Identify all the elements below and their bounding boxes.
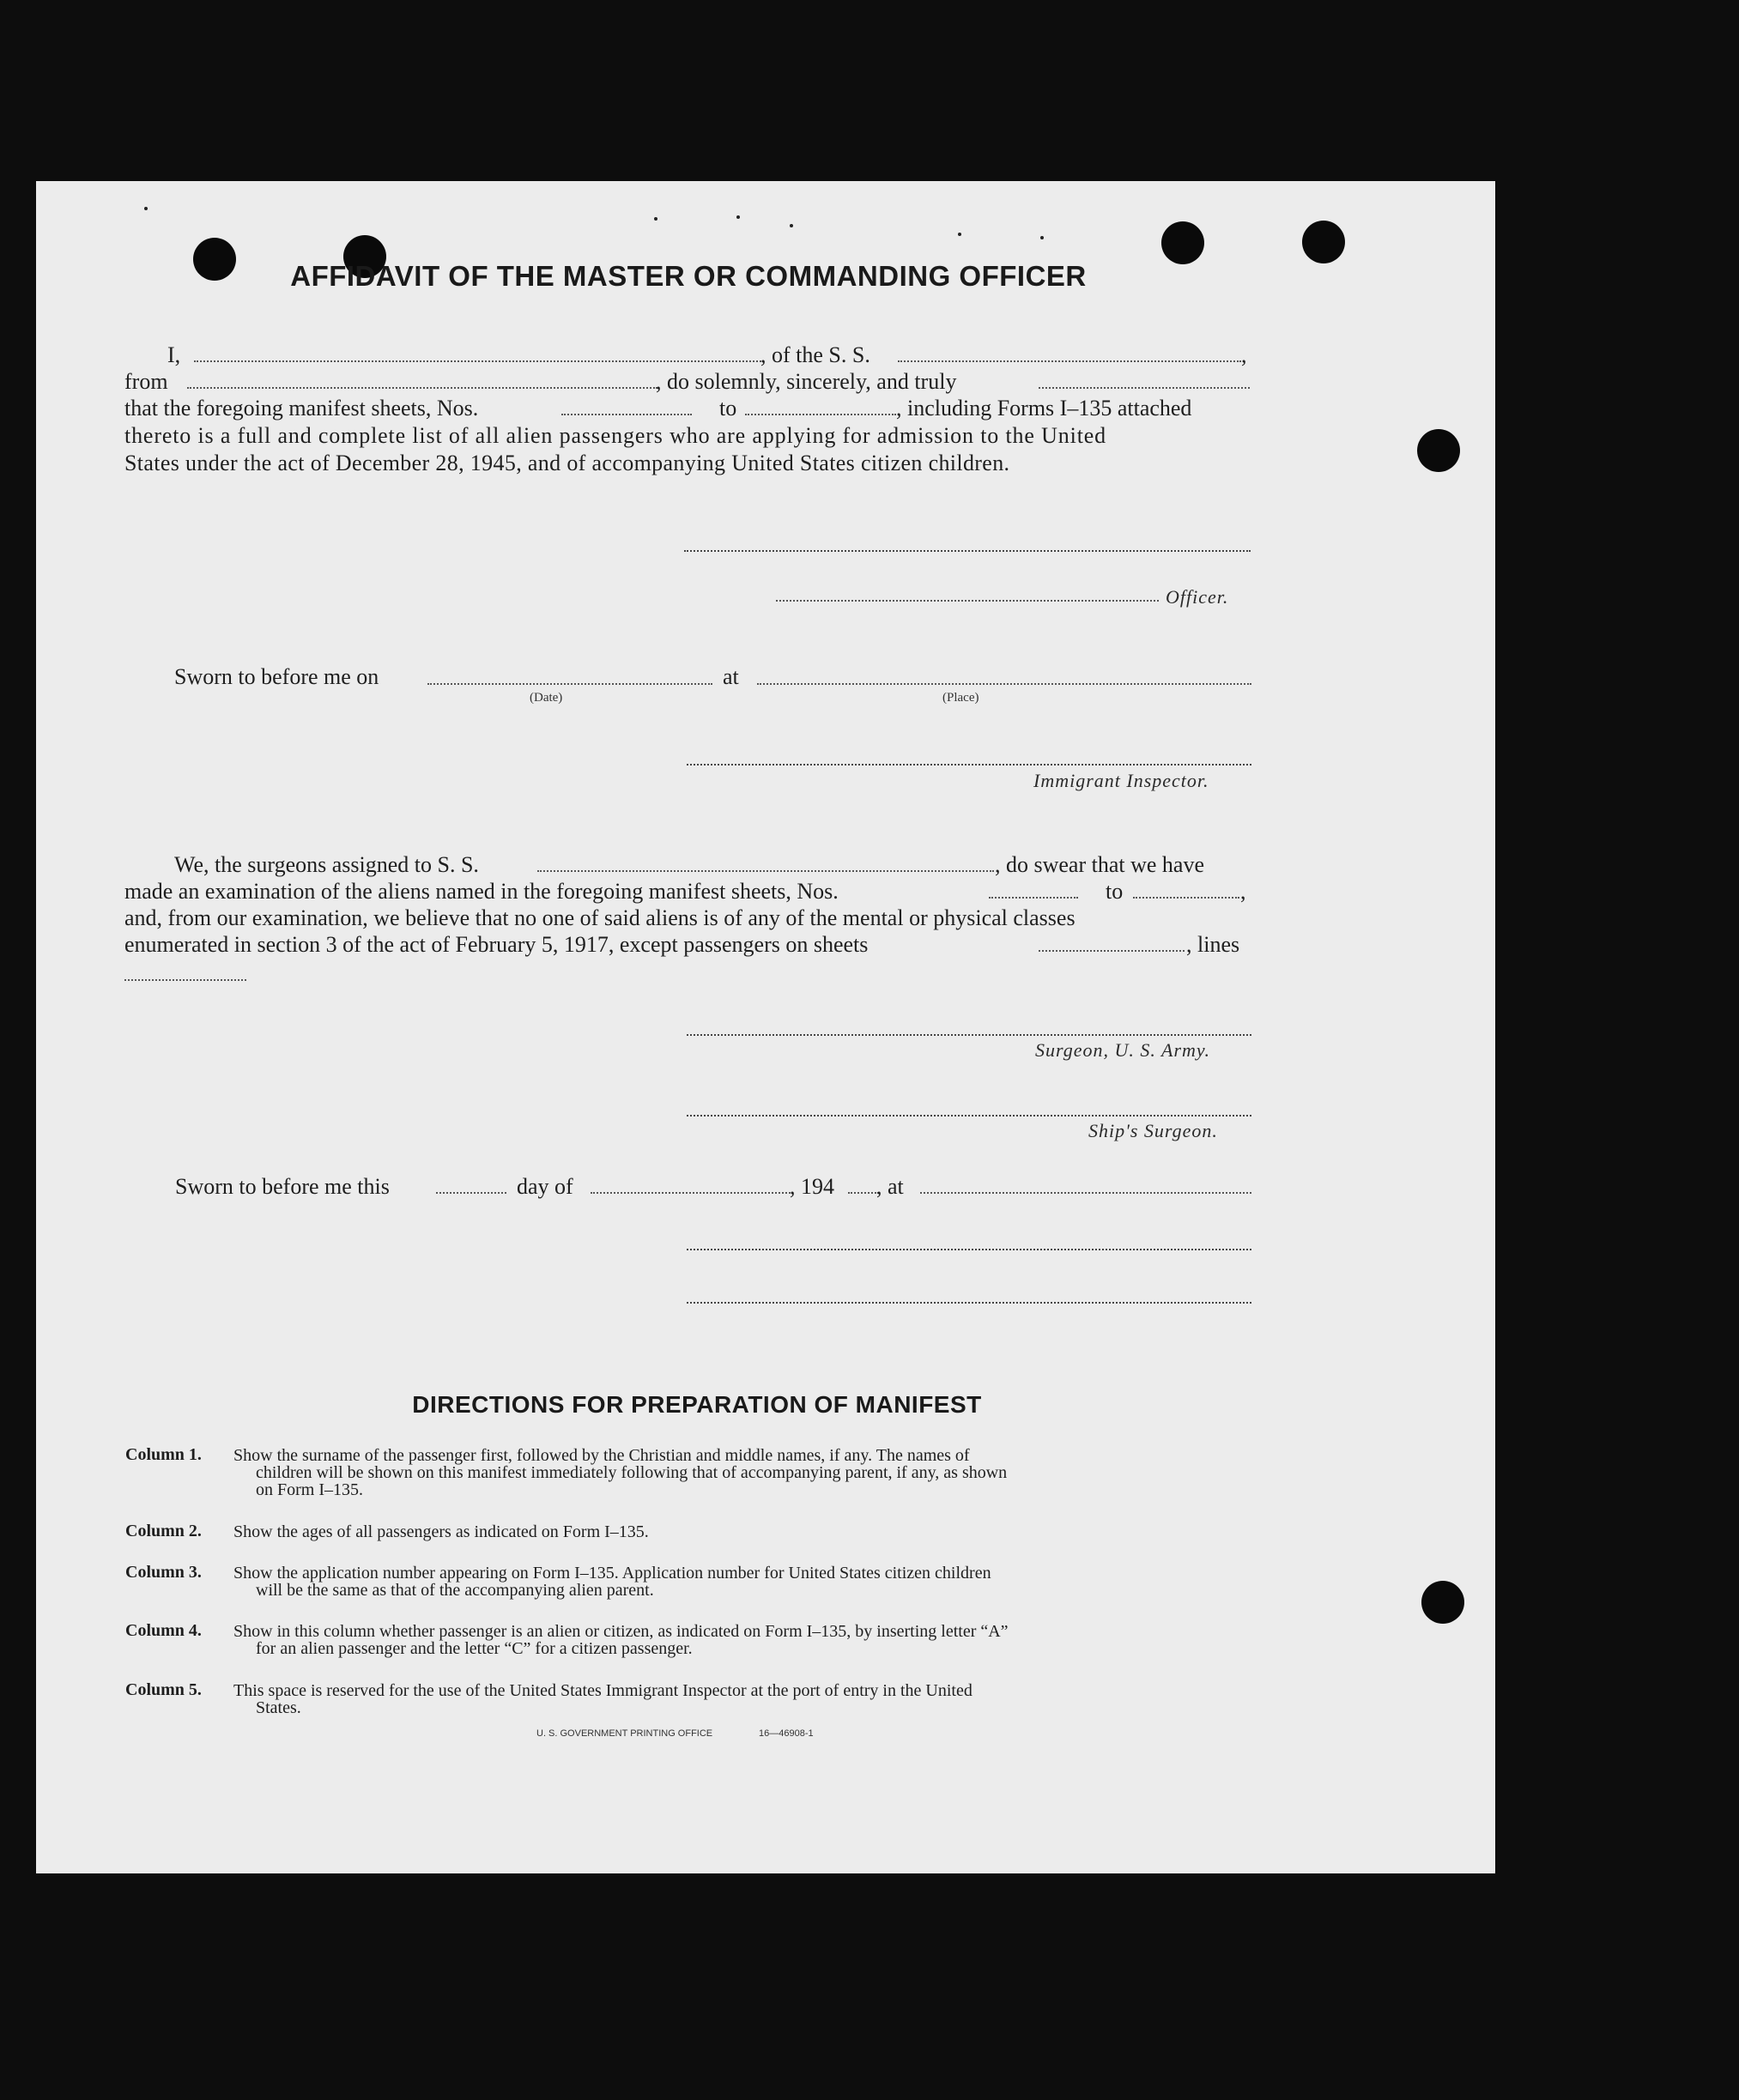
surgeons-sheets-field[interactable] xyxy=(1039,950,1185,952)
affidavit-line2-field[interactable] xyxy=(1039,387,1250,389)
column-text-line: States. xyxy=(256,1698,301,1717)
affidavit-solemnly-text: , do solemnly, sincerely, and truly xyxy=(656,369,957,394)
surgeons-lines-field[interactable] xyxy=(124,979,246,981)
surgeons-line2: made an examination of the aliens named in the foregoing manifest sheets, Nos. xyxy=(124,879,839,904)
master-signature-line[interactable] xyxy=(684,550,1251,552)
punch-hole xyxy=(1161,221,1204,264)
officer-caption: Officer. xyxy=(1166,586,1229,608)
affidavit-line5: States under the act of December 28, 1945, and of accompanying United States citizen children. xyxy=(124,451,1010,475)
affidavit-to-label: to xyxy=(719,396,737,421)
column-label: Column 3. xyxy=(125,1563,202,1582)
speck xyxy=(736,215,740,219)
surgeons-to-label: to xyxy=(1106,879,1124,904)
printer-imprint: U. S. GOVERNMENT PRINTING OFFICE xyxy=(536,1728,713,1739)
sworn-year-label: , 194 xyxy=(790,1174,834,1199)
speck xyxy=(958,233,961,236)
punch-hole xyxy=(1302,221,1345,263)
surgeons-sheet-to-field[interactable] xyxy=(1133,897,1239,899)
column-text xyxy=(233,1523,1255,1540)
affidavit-of-ss-label: , of the S. S. xyxy=(760,342,870,367)
inspector-signature-line[interactable] xyxy=(687,764,1251,766)
column-text xyxy=(233,1623,1255,1657)
surgeons-ship-field[interactable] xyxy=(537,870,994,872)
speck xyxy=(790,224,793,227)
column-text-line: Show the application number appearing on Form I–135. Application number for United States citizen children xyxy=(233,1564,991,1583)
affidavit-line4: thereto is a full and complete list of all alien passengers who are applying for admission to the United xyxy=(124,423,1107,448)
column-text-line: Show the surname of the passenger first, followed by the Christian and middle names, if any. The names of xyxy=(233,1446,970,1465)
sworn-at-label: at xyxy=(723,664,739,689)
directions-title: DIRECTIONS FOR PREPARATION OF MANIFEST xyxy=(412,1391,982,1418)
punch-hole xyxy=(1421,1581,1464,1624)
sworn2-signature-line-1[interactable] xyxy=(687,1249,1251,1250)
column-label: Column 1. xyxy=(125,1445,202,1464)
sworn-month-field[interactable] xyxy=(591,1192,793,1194)
sworn-day-of-label: day of xyxy=(517,1174,573,1199)
sworn-place-field[interactable] xyxy=(757,683,1251,685)
punch-hole xyxy=(1417,429,1460,472)
column-text xyxy=(233,1682,1255,1716)
sworn-at2-label: , at xyxy=(876,1174,904,1199)
date-caption: (Date) xyxy=(530,691,563,705)
page-title: AFFIDAVIT OF THE MASTER OR COMMANDING OFFICER xyxy=(290,260,1087,292)
officer-signature-line[interactable] xyxy=(776,600,1159,602)
column-text-line: This space is reserved for the use of the United States Immigrant Inspector at the port of entry in the United xyxy=(233,1681,973,1700)
sworn-day-field[interactable] xyxy=(436,1192,506,1194)
place-caption: (Place) xyxy=(942,691,979,705)
speck xyxy=(1040,236,1044,239)
inspector-caption: Immigrant Inspector. xyxy=(1033,770,1209,791)
affidavit-i-label: I, xyxy=(167,342,181,367)
column-text xyxy=(233,1447,1255,1498)
column-text xyxy=(233,1564,1255,1599)
surgeons-line3: and, from our examination, we believe that no one of said aliens is of any of the mental or physical classes xyxy=(124,905,1076,930)
affidavit-forms-text: , including Forms I–135 attached xyxy=(896,396,1192,421)
ship-surgeon-caption: Ship's Surgeon. xyxy=(1088,1120,1218,1141)
sworn-date-field[interactable] xyxy=(427,683,712,685)
column-text-line: will be the same as that of the accompanying alien parent. xyxy=(256,1581,654,1600)
column-text-line: on Form I–135. xyxy=(256,1480,363,1499)
affidavit-sheets-text: that the foregoing manifest sheets, Nos. xyxy=(124,396,479,421)
surgeons-line4: enumerated in section 3 of the act of February 5, 1917, except passengers on sheets xyxy=(124,932,869,957)
column-text-line: Show the ages of all passengers as indicated on Form I–135. xyxy=(233,1522,649,1541)
port-from-field[interactable] xyxy=(187,387,657,389)
sworn-this-label: Sworn to before me this xyxy=(175,1174,390,1199)
form-sheet xyxy=(36,181,1495,1873)
affidavit-comma: , xyxy=(1241,342,1247,367)
column-label: Column 2. xyxy=(125,1522,202,1540)
surgeons-lines-label: , lines xyxy=(1186,932,1240,957)
column-text-line: children will be shown on this manifest immediately following that of accompanying parent, if any, as shown xyxy=(256,1463,1008,1482)
speck xyxy=(654,217,657,221)
affidavit-from-label: from xyxy=(124,369,168,394)
surgeons-swear-text: , do swear that we have xyxy=(995,852,1205,877)
surgeons-sheet-from-field[interactable] xyxy=(989,897,1078,899)
speck xyxy=(144,207,148,210)
column-label: Column 5. xyxy=(125,1680,202,1699)
column-label: Column 4. xyxy=(125,1621,202,1640)
sworn-place2-field[interactable] xyxy=(920,1192,1251,1194)
sworn-before-label: Sworn to before me on xyxy=(174,664,379,689)
sheet-from-field[interactable] xyxy=(561,414,692,415)
army-surgeon-caption: Surgeon, U. S. Army. xyxy=(1035,1039,1210,1061)
army-surgeon-signature-line[interactable] xyxy=(687,1034,1251,1036)
surgeons-intro: We, the surgeons assigned to S. S. xyxy=(174,852,479,877)
surgeons-comma: , xyxy=(1240,879,1246,904)
master-name-field[interactable] xyxy=(194,360,764,362)
form-code: 16—46908-1 xyxy=(759,1728,814,1739)
ship-surgeon-signature-line[interactable] xyxy=(687,1115,1251,1117)
column-text-line: for an alien passenger and the letter “C” for a citizen passenger. xyxy=(256,1639,693,1658)
sworn2-signature-line-2[interactable] xyxy=(687,1302,1251,1304)
column-text-line: Show in this column whether passenger is an alien or citizen, as indicated on Form I–135, by inserting letter “A” xyxy=(233,1622,1009,1641)
sworn-year-field[interactable] xyxy=(848,1192,879,1194)
sheet-to-field[interactable] xyxy=(745,414,896,415)
ship-name-field[interactable] xyxy=(898,360,1241,362)
